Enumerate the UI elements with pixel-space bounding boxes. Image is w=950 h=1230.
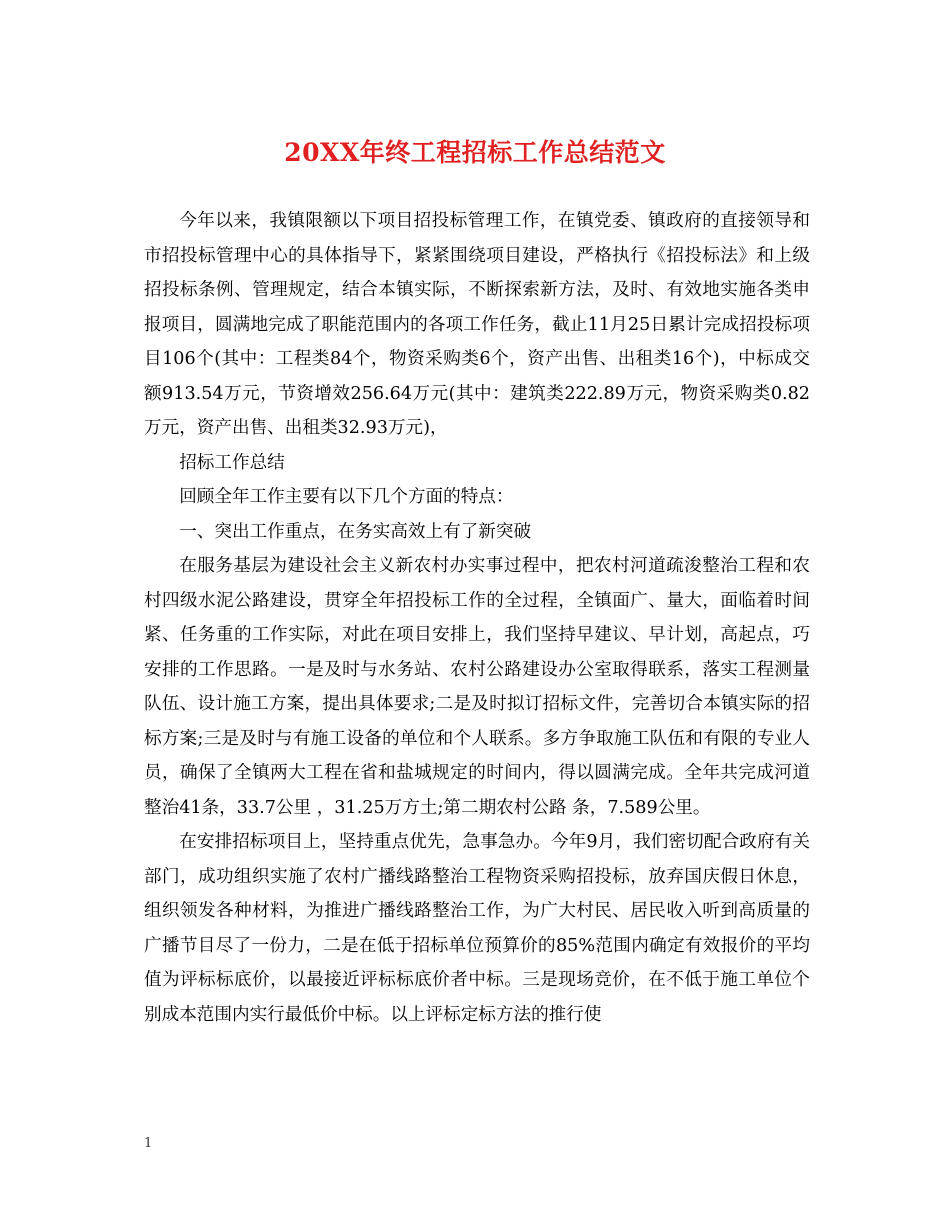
page-number: 1 xyxy=(144,1136,153,1151)
paragraph-heading-summary: 招标工作总结 xyxy=(179,452,285,473)
document-title: 20XX年终工程招标工作总结范文 xyxy=(284,138,666,167)
paragraph-service: 在服务基层为建设社会主义新农村办实事过程中，把农村河道疏浚整治工程和农村四级水泥公路建设，贯穿全年招投标工作的全过程，全镇面广、量大，面临着时间紧、任务重的工作实际，对此在项目安排上，我们坚持早建议、早计划，高起点，巧安排的工作思路。一是及时与水务站、农村公路建设办公室取得联系，落实工程测量队伍、设计施工方案，提出具体要求;二是及时拟订招标文件，完善切合本镇实际的招标方案;三是及时与有施工设备的单位和个人联系。多方争取施工队伍和有限的专业人员，确保了全镇两大工程在省和盐城规定的时间内，得以圆满完成。全年共完成河道整治41条，33.7公里 ，31.25万方土;第二期农村公路 条，7.589公里。 xyxy=(144,556,810,818)
paragraph-intro: 今年以来，我镇限额以下项目招投标管理工作，在镇党委、镇政府的直接领导和市招投标管理中心的具体指导下，紧紧围绕项目建设，严格执行《招投标法》和上级招投标条例、管理规定，结合本镇实际，不断探索新方法，及时、有效地实施各类申报项目，圆满地完成了职能范围内的各项工作任务，截止11月25日累计完成招投标项目106个(其中：工程类84个，物资采购类6个，资产出售、出租类16个)，中标成交额913.54万元，节资增效256.64万元(其中：建筑类222.89万元，物资采购类0.82万元，资产出售、出租类32.93万元)， xyxy=(144,211,810,438)
section-heading-1: 一、突出工作重点，在务实高效上有了新突破 xyxy=(179,521,532,542)
paragraph-priority: 在安排招标项目上，坚持重点优先，急事急办。今年9月，我们密切配合政府有关部门，成功组织实施了农村广播线路整治工程物资采购招投标，放弃国庆假日休息，组织领发各种材料，为推进广播线路整治工作，为广大村民、居民收入听到高质量的广播节目尽了一份力，二是在低于招标单位预算价的85%范围内确定有效报价的平均值为评标标底价，以最接近评标标底价者中标。三是现场竞价，在不低于施工单位个别成本范围内实行最低价中标。以上评标定标方法的推行使 xyxy=(144,832,810,1025)
paragraph-review: 回顾全年工作主要有以下几个方面的特点： xyxy=(179,487,514,507)
document-body xyxy=(144,204,810,1032)
